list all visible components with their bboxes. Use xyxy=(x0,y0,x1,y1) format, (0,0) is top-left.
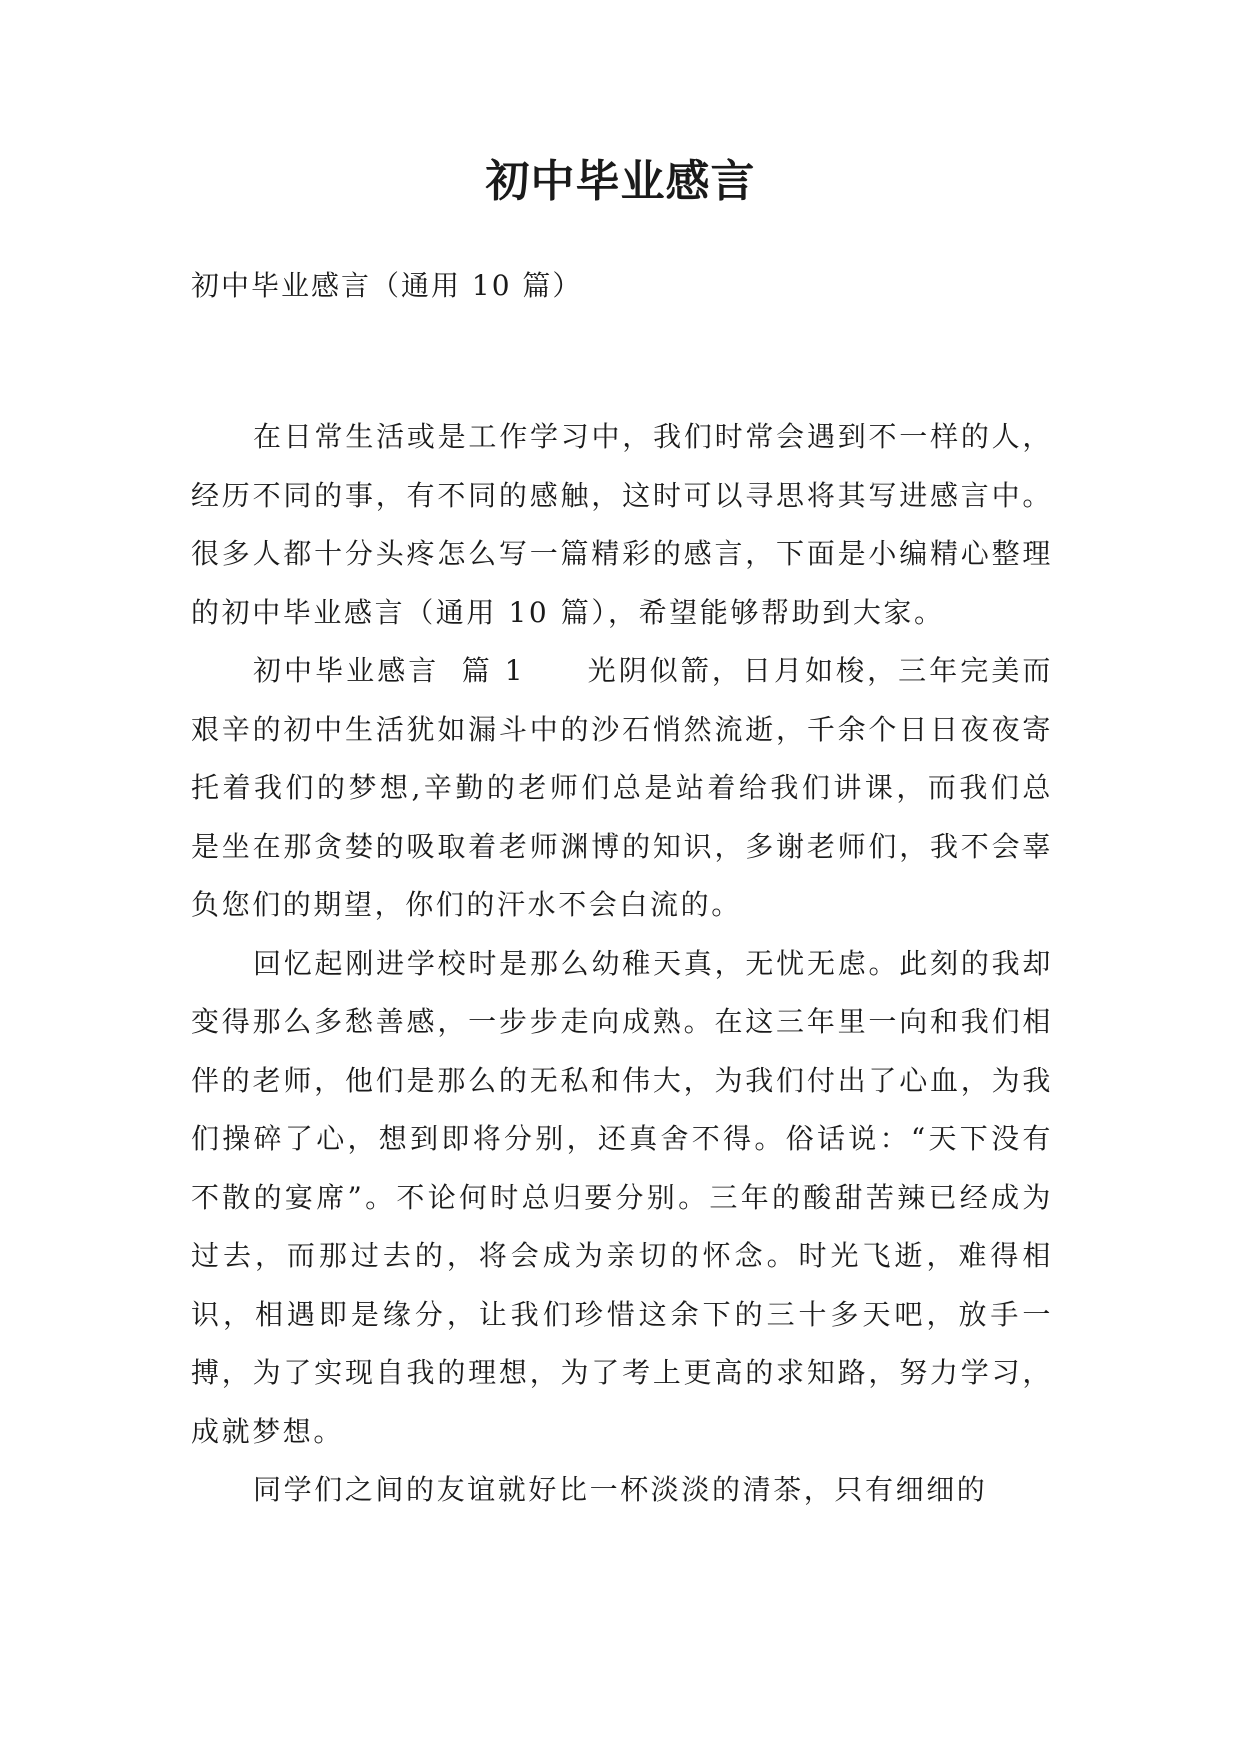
document-subtitle: 初中毕业感言（通用 10 篇） xyxy=(191,269,583,302)
document-body xyxy=(191,408,1053,1520)
body-paragraph: 同学们之间的友谊就好比一杯淡淡的清茶，只有细细的 xyxy=(253,1473,988,1506)
section-1-paragraph xyxy=(191,642,1053,935)
body-paragraph: 回忆起刚进学校时是那么幼稚天真，无忧无虑。此刻的我却变得那么多愁善感，一步步走向成熟。在这三年里一向和我们相伴的老师，他们是那么的无私和伟大，为我们付出了心血，为我们操碎了心，想到即将分别，还真舍不得。俗话说：“天下没有不散的宴席”。不论何时总归要分别。三年的酸甜苦辣已经成为过去，而那过去的，将会成为亲切的怀念。时光飞逝，难得相识，相遇即是缘分，让我们珍惜这余下的三十多天吧，放手一搏，为了实现自我的理想，为了考上更高的求知路，努力学习，成就梦想。 xyxy=(191,946,1053,1448)
section-1-heading: 初中毕业感言 xyxy=(253,654,440,687)
section-1-text: 光阴似箭，日月如梭，三年完美而艰辛的初中生活犹如漏斗中的沙石悄然流逝，千余个日日夜夜寄托着我们的梦想,辛勤的老师们总是站着给我们讲课，而我们总是坐在那贪婪的吸取着老师渊博的知识，多谢老师们，我不会辜负您们的期望，你们的汗水不会白流的。 xyxy=(191,654,1053,921)
section-1-number: 篇 1 xyxy=(461,654,526,687)
intro-paragraph: 在日常生活或是工作学习中，我们时常会遇到不一样的人，经历不同的事，有不同的感触，这时可以寻思将其写进感言中。很多人都十分头疼怎么写一篇精彩的感言，下面是小编精心整理的初中毕业感言（通用 10 篇），希望能够帮助到大家。 xyxy=(191,420,1053,629)
document-title: 初中毕业感言 xyxy=(485,156,756,207)
